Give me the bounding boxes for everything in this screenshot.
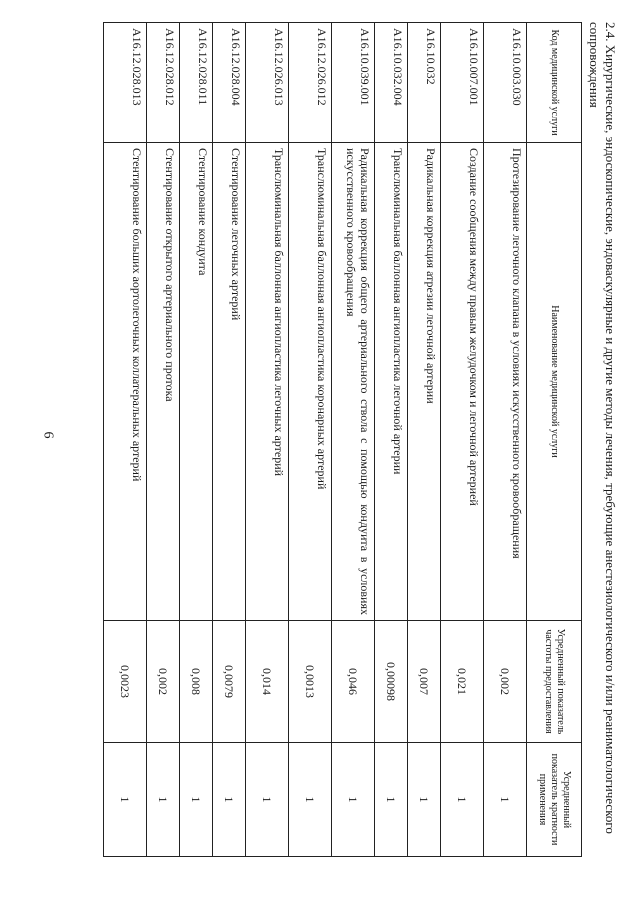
frequency-value: 0,002: [147, 621, 180, 743]
service-code: A16.10.039.001: [332, 23, 375, 143]
table-row: [246, 23, 289, 857]
frequency-value: 0,014: [246, 621, 289, 743]
frequency-value: 0,0079: [213, 621, 246, 743]
table-row: [484, 23, 527, 857]
multiplicity-value: 1: [408, 743, 441, 857]
table-row: [375, 23, 408, 857]
multiplicity-value: 1: [289, 743, 332, 857]
table-row: [332, 23, 375, 857]
service-name: Стентирование больших аортолегочных коллатеральных артерий: [104, 143, 147, 621]
multiplicity-value: 1: [246, 743, 289, 857]
service-code: A16.10.007.001: [441, 23, 484, 143]
frequency-value: 0,0023: [104, 621, 147, 743]
section-heading: 2.4. Хирургические, эндоскопические, эндоваскулярные и другие методы лечения, требующие анестезиологического и/или реаниматологического сопровождения: [587, 22, 618, 834]
frequency-value: 0,008: [180, 621, 213, 743]
service-name: Стентирование кондуита: [180, 143, 213, 621]
frequency-value: 0,007: [408, 621, 441, 743]
service-name: Транслюминальная баллонная ангиопластика коронарных артерий: [289, 143, 332, 621]
service-name: Стентирование легочных артерий: [213, 143, 246, 621]
header-name: Наименование медицинской услуги: [527, 143, 582, 621]
service-name: Радикальная коррекция общего артериального ствола с помощью кондуита в условиях искусственного кровообращения: [332, 143, 375, 621]
service-name: Транслюминальная баллонная ангиопластика легочной артерии: [375, 143, 408, 621]
frequency-value: 0,021: [441, 621, 484, 743]
table-row: [180, 23, 213, 857]
multiplicity-value: 1: [147, 743, 180, 857]
service-code: A16.12.028.012: [147, 23, 180, 143]
multiplicity-value: 1: [484, 743, 527, 857]
table-row: [441, 23, 484, 857]
service-code: A16.12.026.012: [289, 23, 332, 143]
service-code: A16.12.028.011: [180, 23, 213, 143]
rotated-document: [94, 8, 618, 870]
service-name: Протезирование легочного клапана в условиях искусственного кровообращения: [484, 143, 527, 621]
multiplicity-value: 1: [332, 743, 375, 857]
service-code: A16.10.003.030: [484, 23, 527, 143]
table-header-row: [527, 23, 582, 857]
service-code: A16.12.028.013: [104, 23, 147, 143]
table-row: [147, 23, 180, 857]
service-code: A16.12.026.013: [246, 23, 289, 143]
service-code: A16.12.028.004: [213, 23, 246, 143]
header-frequency: Усредненный показатель частоты предоставления: [527, 621, 582, 743]
service-name: Создание сообщения между правым желудочком и легочной артерией: [441, 143, 484, 621]
page-number: 6: [40, 431, 56, 439]
table-row: [104, 23, 147, 857]
multiplicity-value: 1: [375, 743, 408, 857]
frequency-value: 0,00098: [375, 621, 408, 743]
header-multiplicity: Усредненный показатель кратности применения: [527, 743, 582, 857]
multiplicity-value: 1: [104, 743, 147, 857]
service-name: Стентирование открытого артериального протока: [147, 143, 180, 621]
service-code: A16.10.032.004: [375, 23, 408, 143]
table-row: [213, 23, 246, 857]
table-row: [408, 23, 441, 857]
table-row: [289, 23, 332, 857]
frequency-value: 0,002: [484, 621, 527, 743]
multiplicity-value: 1: [213, 743, 246, 857]
multiplicity-value: 1: [441, 743, 484, 857]
header-code: Код медицинской услуги: [527, 23, 582, 143]
service-code: A16.10.032: [408, 23, 441, 143]
multiplicity-value: 1: [180, 743, 213, 857]
frequency-value: 0,0013: [289, 621, 332, 743]
service-name: Транслюминальная баллонная ангиопластика легочных артерий: [246, 143, 289, 621]
service-name: Радикальная коррекция атрезии легочной артерии: [408, 143, 441, 621]
frequency-value: 0,046: [332, 621, 375, 743]
services-table: [103, 22, 582, 857]
